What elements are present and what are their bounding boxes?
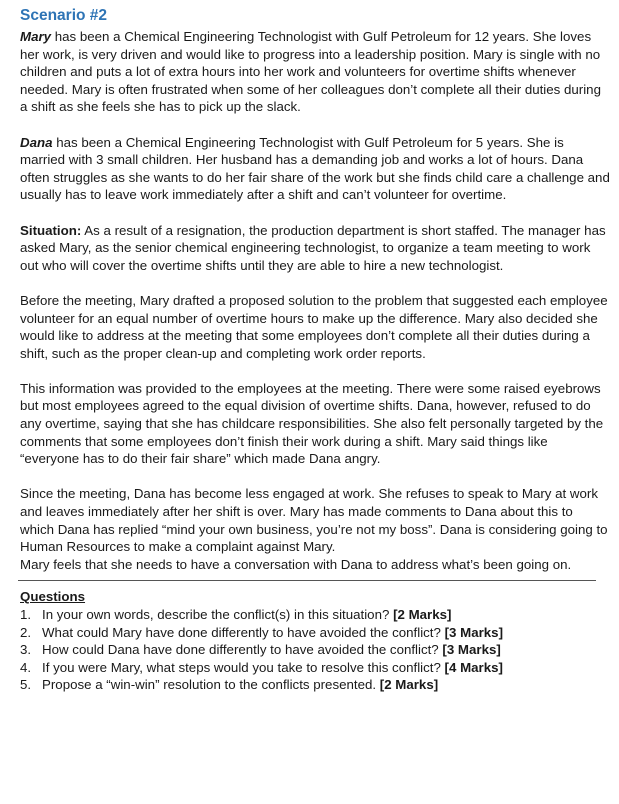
question-text: How could Dana have done differently to have avoided the conflict? — [42, 642, 443, 658]
dana-paragraph — [20, 134, 610, 204]
question-marks: [3 Marks] — [442, 642, 501, 658]
question-text: In your own words, describe the conflict(s) in this situation? — [42, 607, 394, 622]
since-paragraph: Since the meeting, Dana has become less engaged at work. She refuses to speak to Mary at work and leaves immediately after her shift is over. Mary has made comments to Dana about this to which Dana has replied “mind your own business, you’re not my boss”. Dana is considering going to Human Resources to make a complaint against Mary. — [20, 486, 608, 555]
scenario-title: Scenario #2 — [20, 7, 108, 24]
dana-text: has been a Chemical Engineering Technologist with Gulf Petroleum for 5 years. She is married with 3 small children. Her husband has a demanding job and works a lot of hours. Dana often struggles as she wants to do her fair share of the work but she finds child care a challenge and usually has to leave work immediately after a shift and can’t volunteer for overtime. — [20, 134, 610, 203]
situation-text: As a result of a resignation, the production department is short staffed. The manager has asked Mary, as the senior chemical engineering technologist, to organize a team meeting to work out who will cover the overtime shifts until they are able to hire a new technologist. — [20, 222, 606, 273]
question-number: 4. — [20, 659, 32, 675]
section-divider — [18, 580, 596, 581]
question-number: 5. — [20, 677, 32, 693]
question-marks: [2 Marks] — [379, 677, 439, 693]
document-page — [20, 6, 610, 694]
question-number: 3. — [20, 642, 32, 658]
situation-paragraph — [20, 222, 610, 275]
situation-label: Situation: — [20, 222, 82, 238]
dana-name: Dana — [20, 134, 53, 150]
question-number: 2. — [20, 624, 32, 640]
mary-text: has been a Chemical Engineering Technologist with Gulf Petroleum for 12 years. She loves her work, is very driven and would like to progress into a leadership position. Mary is single with no children and puts a lot of extra hours into her work and volunteers for overtime shifts whenever needed. Mary is often frustrated when some of her colleagues don’t complete all their duties during a shift as she feels she has to pick up the slack. — [20, 29, 601, 115]
questions-heading: Questions — [20, 589, 86, 605]
question-item — [20, 624, 610, 642]
question-number: 1. — [20, 607, 32, 622]
question-marks: [2 Marks] — [393, 607, 452, 622]
question-marks: [4 Marks] — [444, 659, 503, 675]
meeting-paragraph: Before the meeting, Mary drafted a proposed solution to the problem that suggested each employee volunteer for an equal number of overtime hours to make up the difference. Mary also decided she would like to address at the meeting that some employees don’t complete all their duties during a shift, such as the proper clean-up and completing work order reports. — [20, 292, 608, 361]
question-text: If you were Mary, what steps would you take to resolve this conflict? — [42, 659, 445, 675]
info-paragraph: This information was provided to the employees at the meeting. There were some raised eyebrows but most employees agreed to the equal division of overtime shifts. Dana, however, refused to do any overtime, saying that she has childcare responsibilities. She also felt personally targeted by the comments that some employees don’t finish their work during a shift. Mary said things like “everyone has to do their fair share” which made Dana angry. — [20, 380, 604, 467]
mary-paragraph — [20, 28, 610, 116]
question-item — [20, 641, 610, 659]
questions-list — [20, 606, 610, 694]
question-text: What could Mary have done differently to have avoided the conflict? — [42, 624, 445, 640]
mary-name: Mary — [20, 29, 52, 44]
question-item — [20, 659, 610, 677]
question-item — [20, 606, 610, 624]
question-item — [20, 676, 610, 694]
question-text: Propose a “win-win” resolution to the conflicts presented. — [42, 677, 380, 693]
feels-paragraph: Mary feels that she needs to have a conversation with Dana to address what’s been going on. — [20, 556, 572, 572]
question-marks: [3 Marks] — [444, 624, 503, 640]
